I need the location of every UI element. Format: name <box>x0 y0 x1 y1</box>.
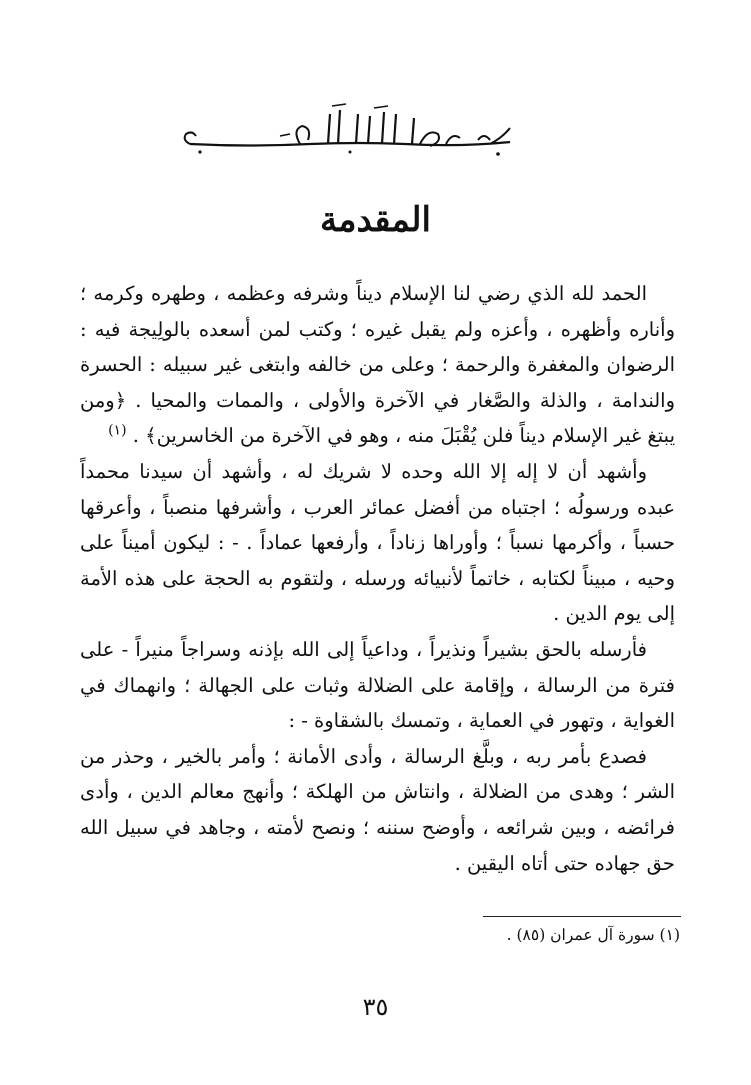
paragraph-3: فأرسله بالحق بشيراً ونذيراً ، وداعياً إلى الله بإذنه وسراجاً منيراً - على فترة من الرسالة ، وإقامة على الضلالة وثبات على الجهالة ؛ وانهماك في الغواية ، وتهور في العماية ، وتمسك بالشقاوة - : <box>80 637 675 733</box>
footnote-divider <box>483 916 681 917</box>
footnote: (١) سورة آل عمران (٨٥) . <box>506 926 680 944</box>
paragraph-4: فصدع بأمر ربه ، وبلَّغ الرسالة ، وأدى الأمانة ؛ وأمر بالخير ، وحذر من الشر ؛ وهدى من الضلالة ، وانتاش من الهلكة ؛ وأنهج معالم الدين ، وأدى فرائضه ، وبين شرائعه ، وأوضح سننه ؛ ونصح لأمته ، وجاهد في سبيل الله حق جهاده حتى أتاه اليقين . <box>80 744 675 875</box>
basmala-calligraphy <box>160 100 530 160</box>
page-heading: المقدمة <box>320 200 431 240</box>
footnote-marker: (١) <box>108 422 127 439</box>
page-number: ٣٥ <box>362 993 389 1021</box>
paragraph-2: وأشهد أن لا إله إلا الله وحده لا شريك له ، وأشهد أن سيدنا محمداً عبده ورسولُه ؛ اجتباه من أفضل عمائر العرب ، وأشرفها منصباً ، وأعرقها حسباً ، وأكرمها نسباً ؛ وأوراها زناداً ، وأرفعها عماداً . - : ليكون أميناً على وحيه ، مبيناً لكتابه ، خاتماً لأنبيائه ورسله ، ولتقوم به الحجة على هذه الأمة إلى يوم الدين . <box>80 459 675 626</box>
paragraph-1 <box>80 276 675 454</box>
paragraph-1-text: الحمد لله الذي رضي لنا الإسلام ديناً وشرفه وعظمه ، وطهره وكرمه ؛ وأناره وأظهره ، وأعزه ولم يقبل غيره ؛ وكتب لمن أسعده بالولِيجة فيه : الرضوان والمغفرة والرحمة ؛ وعلى من خالفه وابتغى غير سبيله : الحسرة والندامة ، والذلة والصَّغار في الآخرة والأولى ، والممات والمحيا . ﴿ومن يبتغ غير الإسلام ديناً فلن يُقْبَلَ منه ، وهو في الآخرة من الخاسرين﴾ . <box>80 282 675 448</box>
body-text <box>80 276 675 881</box>
